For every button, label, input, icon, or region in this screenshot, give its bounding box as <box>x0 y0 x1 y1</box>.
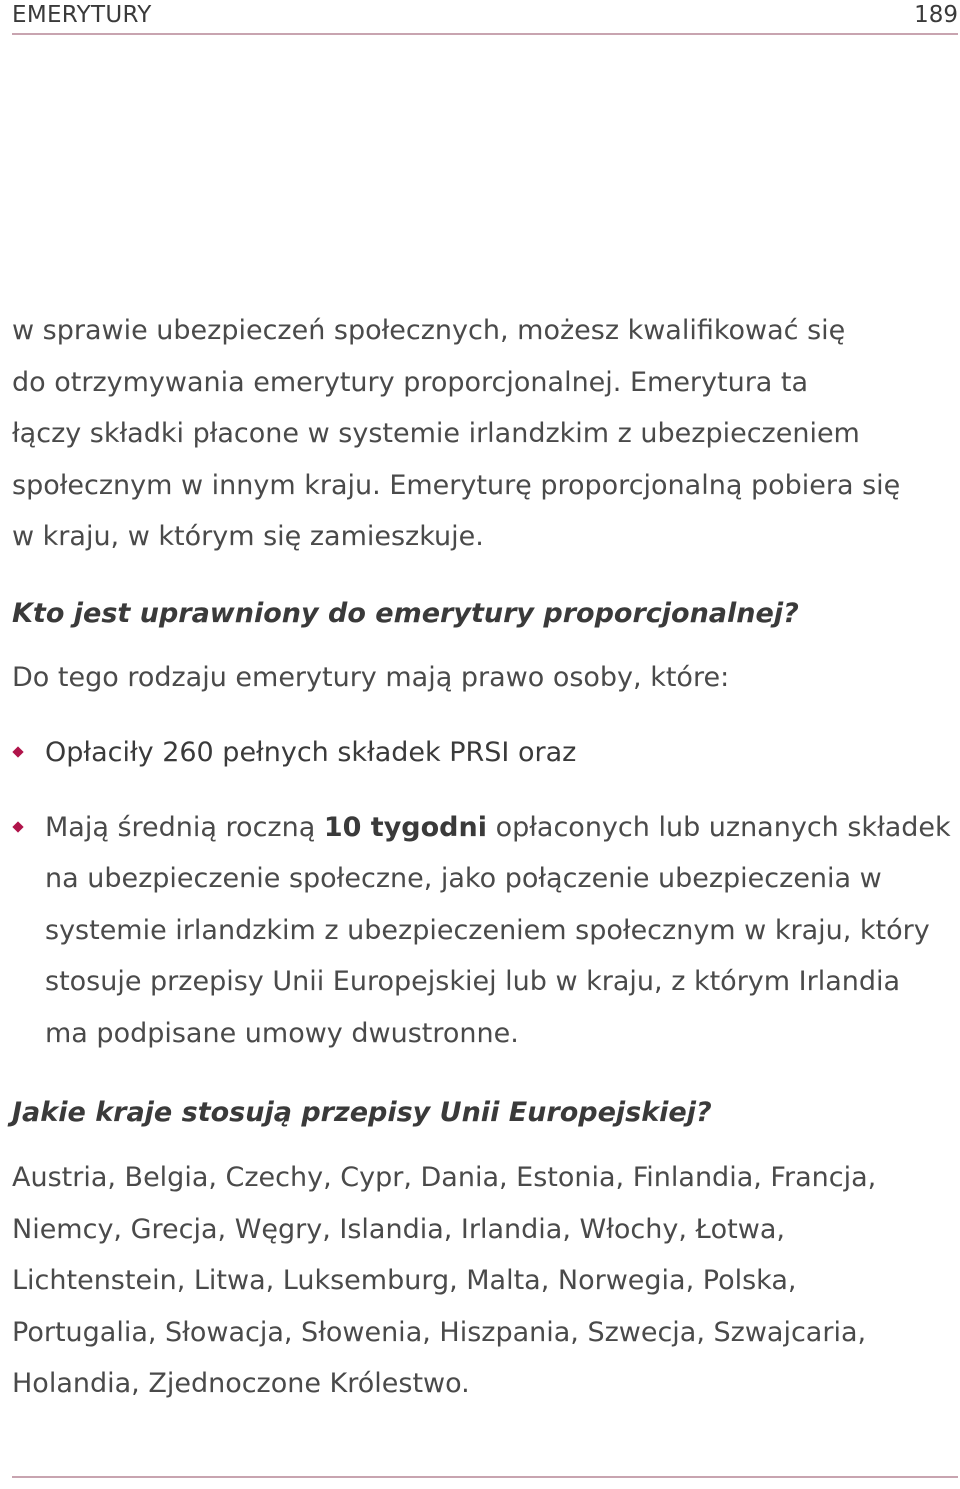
page-number: 189 <box>914 2 958 28</box>
text-line: ma podpisane umowy dwustronne. <box>45 1017 519 1049</box>
text-line: społecznym w innym kraju. Emeryturę proporcjonalną pobiera się <box>12 469 901 501</box>
text-line: w sprawie ubezpieczeń społecznych, możesz kwalifikować się <box>12 315 846 346</box>
header-divider <box>12 33 958 35</box>
text-line: Austria, Belgia, Czechy, Cypr, Dania, Estonia, Finlandia, Francja, <box>12 1162 877 1193</box>
countries-paragraph <box>12 1152 952 1410</box>
text-line: systemie irlandzkim z ubezpieczeniem społecznym w kraju, który <box>45 914 930 946</box>
text-line: na ubezpieczenie społeczne, jako połączenie ubezpieczenia w <box>45 863 882 894</box>
text-line: stosuje przepisy Unii Europejskiej lub w kraju, z którym Irlandia <box>45 966 901 997</box>
eligibility-list <box>12 727 952 1059</box>
list-item-text: Mają średnią roczną <box>45 811 324 843</box>
text-line: Holandia, Zjednoczone Królestwo. <box>12 1368 470 1399</box>
list-item <box>12 802 952 1060</box>
list-item <box>12 727 952 779</box>
emphasis-text: 10 tygodni <box>323 811 487 843</box>
footer-divider <box>12 1476 958 1478</box>
text-line: łączy składki płacone w systemie irlandzkim z ubezpieczeniem <box>12 418 860 449</box>
text-line: Niemcy, Grecja, Węgry, Islandia, Irlandia, Włochy, Łotwa, <box>12 1213 785 1245</box>
intro-paragraph <box>12 305 952 563</box>
page-header <box>12 0 958 36</box>
text-line: Lichtenstein, Litwa, Luksemburg, Malta, Norwegia, Polska, <box>12 1265 797 1296</box>
section-heading-eu-countries: Jakie kraje stosują przepisy Unii Europejskiej? <box>12 1097 712 1128</box>
diamond-bullet-icon <box>12 821 23 832</box>
lead-sentence: Do tego rodzaju emerytury mają prawo osoby, które: <box>12 662 730 693</box>
running-header-title: EMERYTURY <box>12 2 152 28</box>
list-item-text: opłaconych lub uznanych składek <box>487 811 951 843</box>
text-line: w kraju, w którym się zamieszkuje. <box>12 521 484 552</box>
text-line: Portugalia, Słowacja, Słowenia, Hiszpania, Szwecja, Szwajcaria, <box>12 1316 867 1348</box>
section-heading-eligibility: Kto jest uprawniony do emerytury proporcjonalnej? <box>12 598 799 629</box>
list-item-text: Opłaciły 260 pełnych składek PRSI oraz <box>45 737 577 768</box>
diamond-bullet-icon <box>12 746 23 757</box>
text-line: do otrzymywania emerytury proporcjonalnej. Emerytura ta <box>12 366 809 398</box>
text-line <box>45 802 952 854</box>
